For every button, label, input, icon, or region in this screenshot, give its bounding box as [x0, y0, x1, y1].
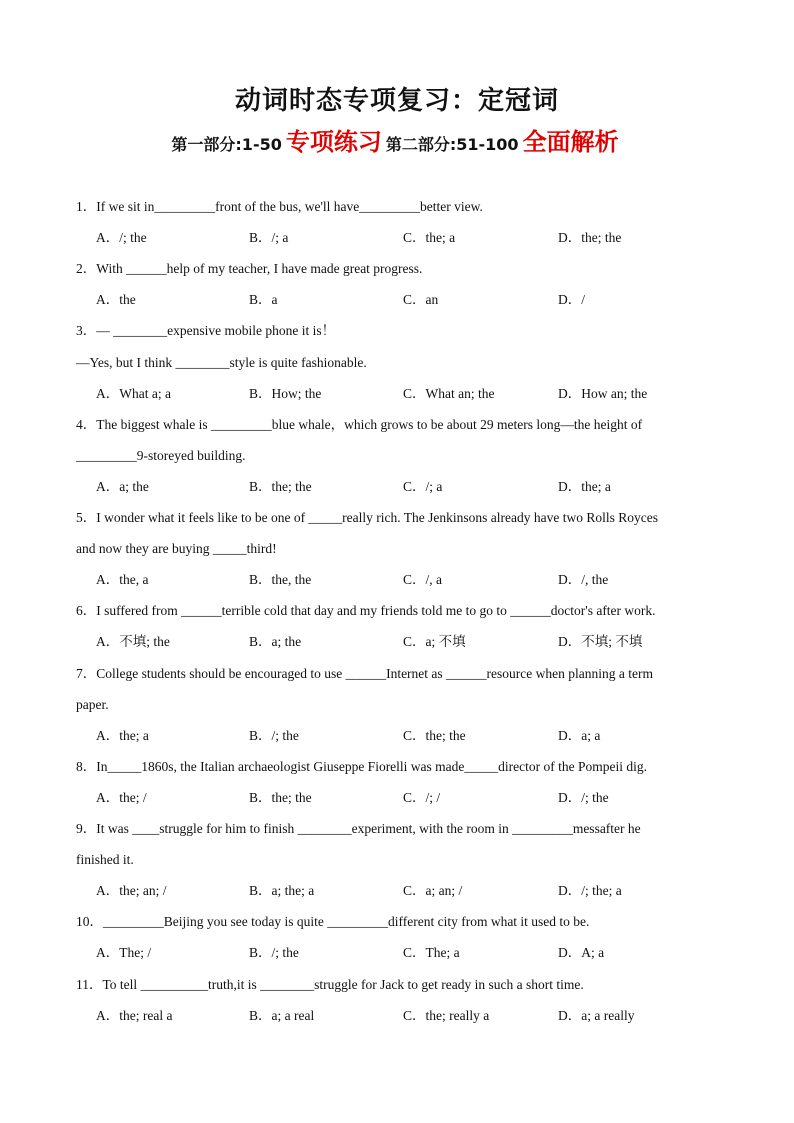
question-3-option-B: B．How; the — [249, 385, 322, 401]
question-7-option-C: C．the; the — [403, 727, 466, 743]
question-7-line-1: 7．College students should be encouraged to use ______Internet as ______resource when planning a term — [76, 665, 653, 681]
question-3-line-2: —Yes, but I think ________style is quite fashionable. — [76, 354, 367, 370]
question-2-option-B: B．a — [249, 292, 278, 308]
question-11-line-1: 11．To tell __________truth,it is ________struggle for Jack to get ready in such a short time. — [76, 976, 584, 992]
question-5-option-B: B．the, the — [249, 572, 312, 588]
question-6-option-B: B．a; the — [249, 634, 302, 650]
question-4-option-C: C．/; a — [403, 478, 443, 494]
question-3-option-C: C．What an; the — [403, 385, 495, 401]
question-9-line-1: 9．It was ____struggle for him to finish ________experiment, with the room in _________messafter he — [76, 821, 641, 836]
question-8-line-1: 8．In_____1860s, the Italian archaeologist Giuseppe Fiorelli was made_____director of the Pompeii dig. — [76, 758, 648, 774]
question-5-line-2: and now they are buying _____third! — [76, 541, 277, 557]
question-1-option-C: C．the; a — [403, 230, 456, 246]
question-10-option-B: B．/; the — [249, 945, 299, 961]
question-10-option-A: A．The; / — [96, 945, 152, 961]
question-9-option-B: B．a; the; a — [249, 883, 315, 899]
question-10-option-C: C．The; a — [403, 945, 460, 961]
question-9-option-D: D．/; the; a — [558, 883, 622, 899]
question-6-option-A: A．不填; the — [96, 634, 170, 650]
question-11-option-D: D．a; a really — [558, 1007, 635, 1023]
question-7-line-2: paper. — [76, 696, 109, 712]
question-4-option-A: A．a; the — [96, 478, 149, 494]
question-8-option-D: D．/; the — [558, 789, 609, 805]
question-4-option-B: B．the; the — [249, 478, 312, 494]
question-1-option-B: B．/; a — [249, 230, 289, 246]
question-8-option-C: C．/; / — [403, 789, 441, 805]
page-title: 动词时态专项复习：定冠词 — [234, 86, 559, 116]
question-4-option-D: D．the; a — [558, 478, 611, 494]
question-2-option-A: A．the — [96, 292, 136, 308]
subtitle-part1-highlight: 专项练习 — [285, 128, 382, 156]
question-2-line-1: 2．With ______help of my teacher, I have made great progress. — [76, 261, 423, 277]
question-5-option-A: A．the, a — [96, 572, 149, 588]
question-2-option-D: D．/ — [558, 292, 585, 308]
question-1-option-D: D．the; the — [558, 230, 622, 246]
question-7-option-D: D．a; a — [558, 727, 601, 743]
question-5-option-C: C．/, a — [403, 572, 442, 588]
question-9-option-A: A．the; an; / — [96, 883, 167, 899]
page-subtitle — [0, 122, 794, 157]
question-9-option-C: C．a; an; / — [403, 883, 463, 899]
question-9-line-2: finished it. — [76, 852, 134, 868]
question-5-line-1: 5．I wonder what it feels like to be one of _____really rich. The Jenkinsons already have two Rolls Royces — [76, 510, 658, 525]
question-10-line-1: 10．_________Beijing you see today is quite _________different city from what it used to be. — [76, 914, 590, 930]
question-1-line-1: 1．If we sit in_________front of the bus, we'll have_________better view. — [76, 199, 483, 214]
question-5-option-D: D．/, the — [558, 572, 609, 588]
subtitle-part2: 第二部分:51-100 — [385, 135, 519, 154]
question-3-option-D: D．How an; the — [558, 385, 648, 401]
subtitle-part2-highlight: 全面解析 — [522, 128, 619, 156]
subtitle-part1: 第一部分:1-50 — [171, 135, 282, 154]
question-6-option-D: D．不填; 不填 — [558, 634, 643, 650]
question-10-option-D: D．A; a — [558, 945, 605, 961]
question-6-option-C: C．a; 不填 — [403, 634, 466, 650]
question-6-line-1: 6．I suffered from ______terrible cold that day and my friends told me to go to ______doctor's after work. — [76, 603, 656, 619]
question-1-option-A: A．/; the — [96, 230, 147, 246]
question-7-option-A: A．the; a — [96, 727, 149, 743]
question-4-line-2: _________9-storeyed building. — [76, 447, 246, 463]
question-8-option-B: B．the; the — [249, 789, 312, 805]
question-11-option-A: A．the; real a — [96, 1007, 173, 1023]
question-3-option-A: A．What a; a — [96, 385, 171, 401]
question-2-option-C: C．an — [403, 292, 439, 308]
question-7-option-B: B．/; the — [249, 727, 299, 743]
question-11-option-B: B．a; a real — [249, 1007, 315, 1023]
question-3-line-1: 3．— ________expensive mobile phone it is！ — [76, 323, 336, 339]
question-8-option-A: A．the; / — [96, 789, 147, 805]
question-4-line-1: 4．The biggest whale is _________blue whale，which grows to be about 29 meters long—the height of — [76, 416, 643, 432]
question-11-option-C: C．the; really a — [403, 1007, 490, 1023]
